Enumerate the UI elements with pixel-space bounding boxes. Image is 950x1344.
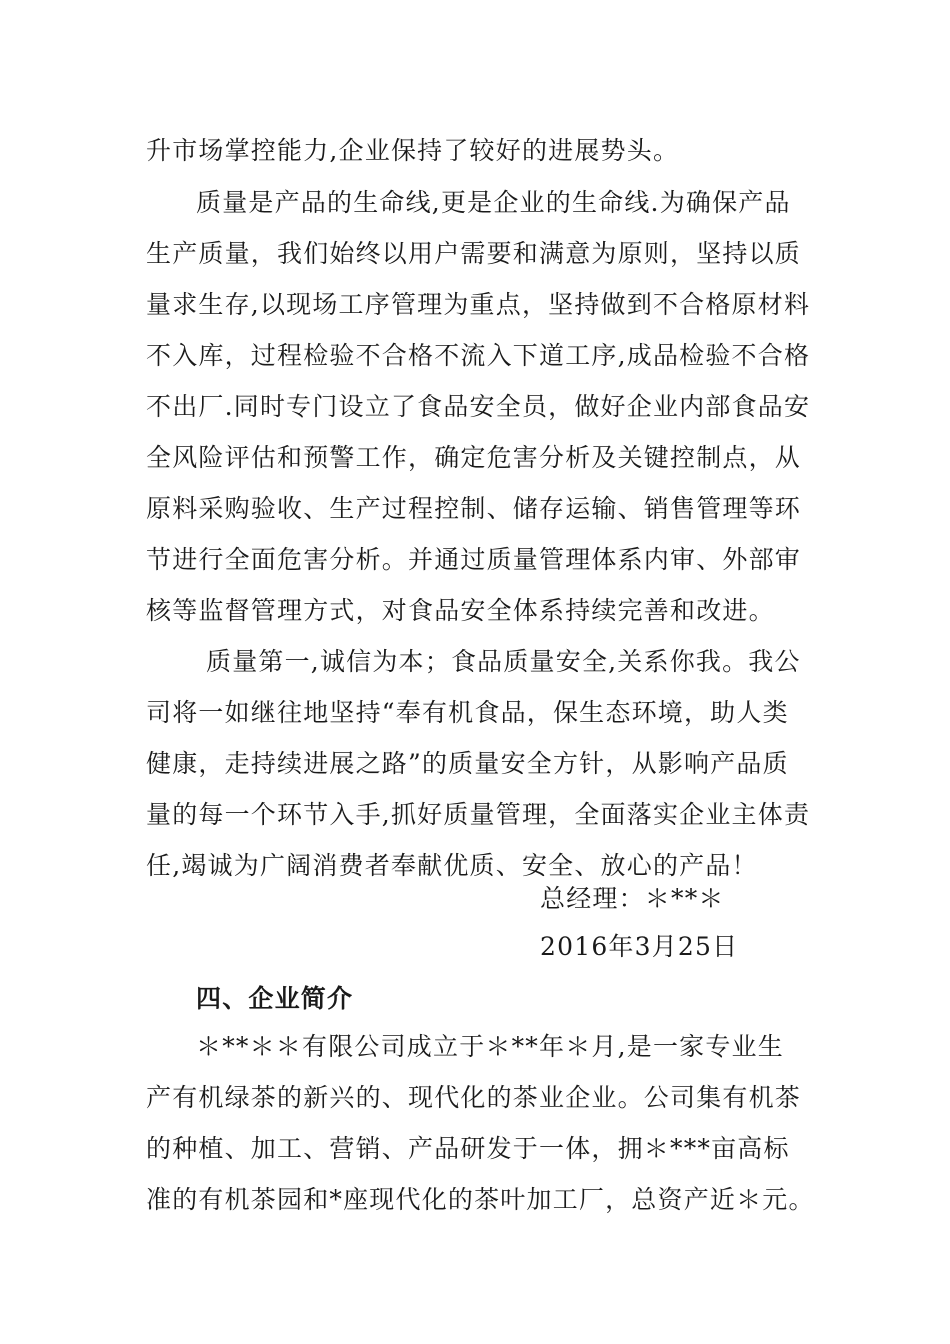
paragraph-line: 节进行全面危害分析。并通过质量管理体系内审、外部审 [146, 545, 802, 574]
signature-date: 2016年3月25日 [540, 932, 739, 961]
paragraph-line: 核等监督管理方式，对食品安全体系持续完善和改进。 [146, 596, 775, 625]
paragraph-line: 升市场掌控能力,企业保持了较好的进展势头。 [146, 136, 680, 165]
paragraph-line: 健康，走持续进展之路”的质量安全方针，从影响产品质 [146, 749, 789, 778]
paragraph-line: 任,竭诚为广阔消费者奉献优质、安全、放心的产品！ [146, 851, 758, 880]
paragraph-line: 质量是产品的生命线,更是企业的生命线.为确保产品 [196, 188, 791, 217]
signature: 总经理：＊**＊ [540, 884, 725, 913]
paragraph-line: 生产质量，我们始终以用户需要和满意为原则，坚持以质 [146, 239, 802, 268]
paragraph-line: 不出厂.同时专门设立了食品安全员，做好企业内部食品安 [146, 392, 811, 421]
paragraph-line: 产有机绿茶的新兴的、现代化的茶业企业。公司集有机茶 [146, 1083, 802, 1112]
paragraph-line: 量的每一个环节入手,抓好质量管理，全面落实企业主体责 [146, 800, 811, 829]
paragraph-line: 的种植、加工、营销、产品研发于一体，拥＊***亩高标 [146, 1134, 790, 1163]
paragraph-line: 质量第一,诚信为本；食品质量安全,关系你我。我公 [206, 647, 801, 676]
paragraph-line: 全风险评估和预警工作，确定危害分析及关键控制点，从 [146, 443, 802, 472]
paragraph-line: 量求生存,以现场工序管理为重点，坚持做到不合格原材料 [146, 290, 811, 319]
section-heading: 四、企业简介 [196, 984, 354, 1013]
paragraph-line: 不入库，过程检验不合格不流入下道工序,成品检验不合格 [146, 341, 811, 370]
paragraph-line: 司将一如继往地坚持“奉有机食品，保生态环境，助人类 [146, 698, 789, 727]
paragraph-line: 准的有机茶园和*座现代化的茶叶加工厂，总资产近＊元。 [146, 1185, 815, 1214]
paragraph-line: ＊**＊＊有限公司成立于＊**年＊月,是一家专业生 [196, 1032, 784, 1061]
paragraph-line: 原料采购验收、生产过程控制、储存运输、销售管理等环 [146, 494, 802, 523]
